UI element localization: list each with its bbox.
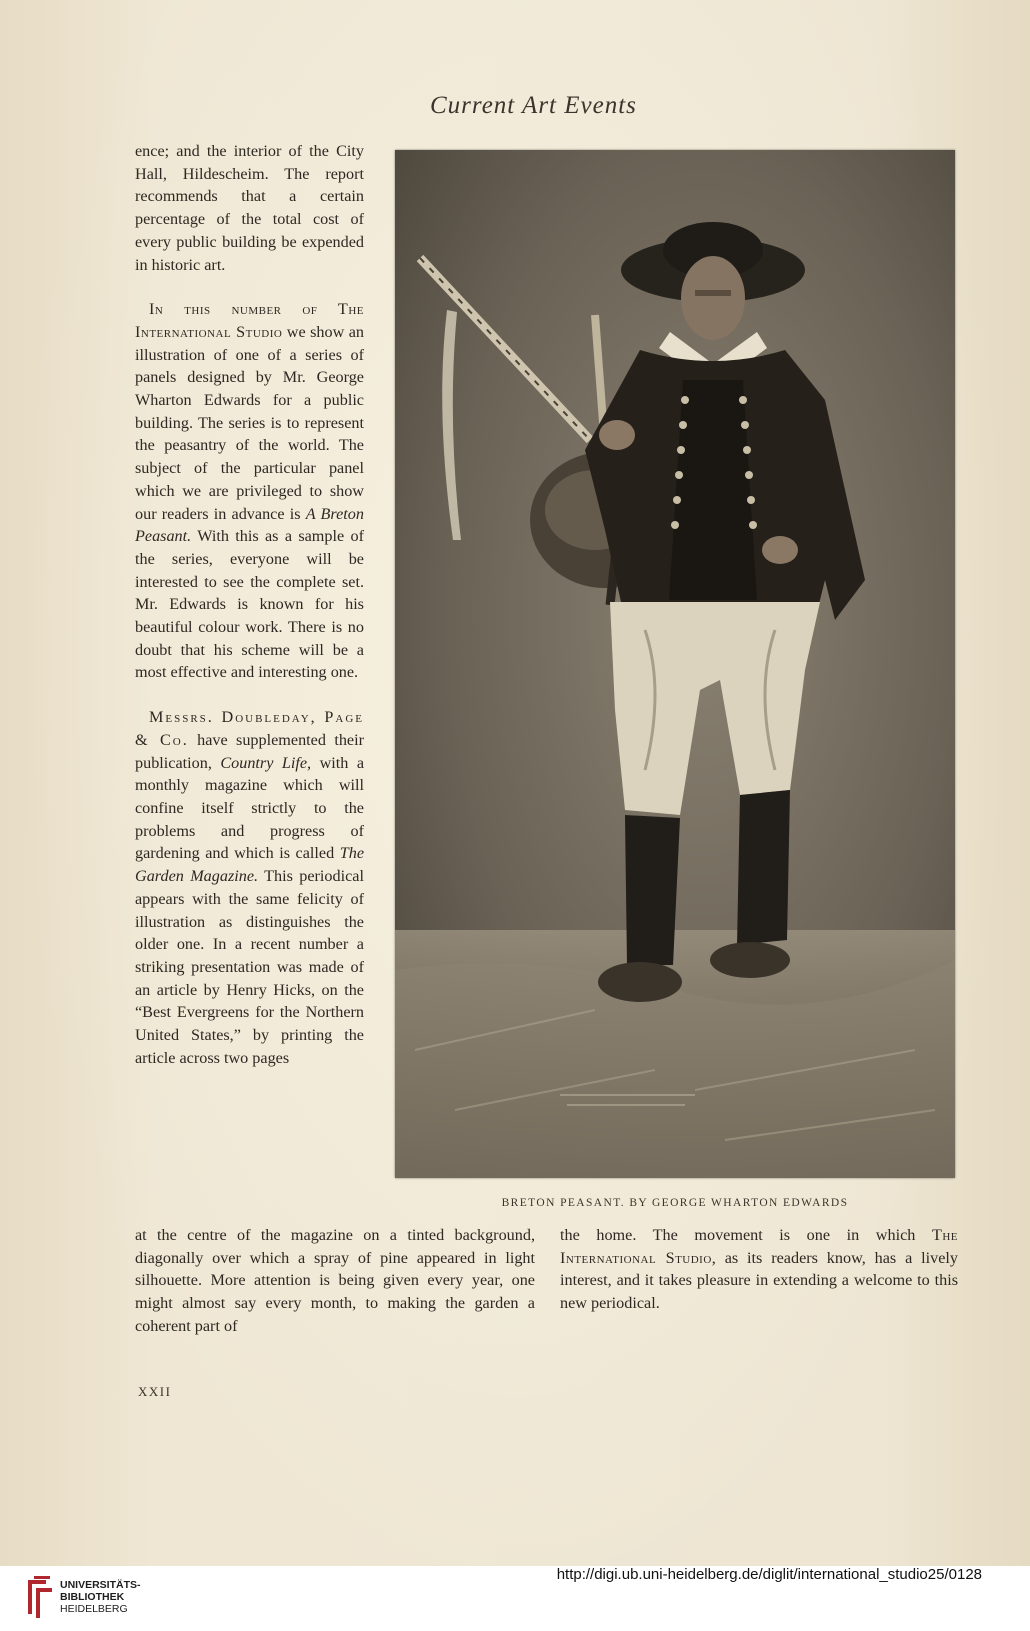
paragraph-text: with a monthly magazine which will confine itself strictly to the problems and progress of gardening and which is called: [135, 753, 365, 863]
bottom-right-column: [560, 1224, 958, 1315]
paragraph-text: have supplemented their publication,: [135, 730, 364, 772]
breton-peasant-plate: [395, 150, 955, 1178]
left-text-column: [135, 140, 364, 1091]
publication-title: Country Life,: [220, 753, 312, 772]
paragraph-text: , as its readers know, has a lively interest, and it takes pleasure in extending a welcome to this new periodical.: [560, 1248, 958, 1313]
paragraph-breton-peasant: [135, 298, 364, 684]
publication-title: The Garden Magazine.: [135, 844, 364, 886]
paragraph-text: we show an illustration of one of a series of panels designed by Mr. George Wharton Edwards for a public building. The series is to represent the peasantry of the world. The subject of the particular panel which we are privileged to show our readers in advance is: [135, 322, 364, 523]
bottom-left-column: [135, 1224, 535, 1338]
continuation-text: at the centre of the magazine on a tinted background, diagonally over which a spray of pine appeared in light silhouette. More attention is being given every year, one might almost say every month, to making the garden a coherent part of: [135, 1226, 535, 1335]
library-name-line: UNIVERSITÄTS-: [60, 1579, 141, 1591]
magazine-name: The International Studio: [560, 1226, 958, 1267]
paragraph-hildesheim: ence; and the interior of the City Hall, Hildescheim. The report recommends that a certain percentage of the total cost of every public building be expended in historic art.: [135, 142, 364, 274]
paragraph-lead: In this number of The International Studio: [135, 300, 364, 341]
running-head: Current Art Events: [430, 92, 637, 119]
library-name-line: HEIDELBERG: [60, 1603, 128, 1615]
library-name: [60, 1579, 141, 1615]
artwork-title: A Breton Peasant.: [135, 504, 364, 546]
page-number: XXII: [138, 1384, 172, 1399]
paragraph-text: the home. The movement is one in which: [560, 1226, 932, 1244]
continuation-text-right: [560, 1224, 958, 1315]
library-name-line: BIBLIOTHEK: [60, 1591, 125, 1603]
paragraph-text: This periodical appears with the same felicity of illustration as distinguishes the older one. In a recent number a striking presentation was made of an article by Henry Hicks, on the “Best Evergreens for the Northern United States,” by printing the article across two pages: [135, 867, 364, 1067]
paragraph-lead: Messrs. Doubleday, Page & Co.: [135, 708, 364, 749]
bagpiper-illustration: [395, 150, 955, 1178]
paragraph-text: With this as a sample of the series, everyone will be interested to see the complete set. Mr. Edwards is known for his beautiful colour work. There is no doubt that his scheme will be a most effective and interesting one.: [135, 527, 364, 682]
permalink-url[interactable]: http://digi.ub.uni-heidelberg.de/diglit/international_studio25/0128: [556, 1566, 982, 1583]
paragraph-garden-magazine: [135, 706, 364, 1069]
university-library-logo-icon: [24, 1574, 54, 1620]
plate-caption: BRETON PEASANT. BY GEORGE WHARTON EDWARDS: [501, 1197, 849, 1209]
